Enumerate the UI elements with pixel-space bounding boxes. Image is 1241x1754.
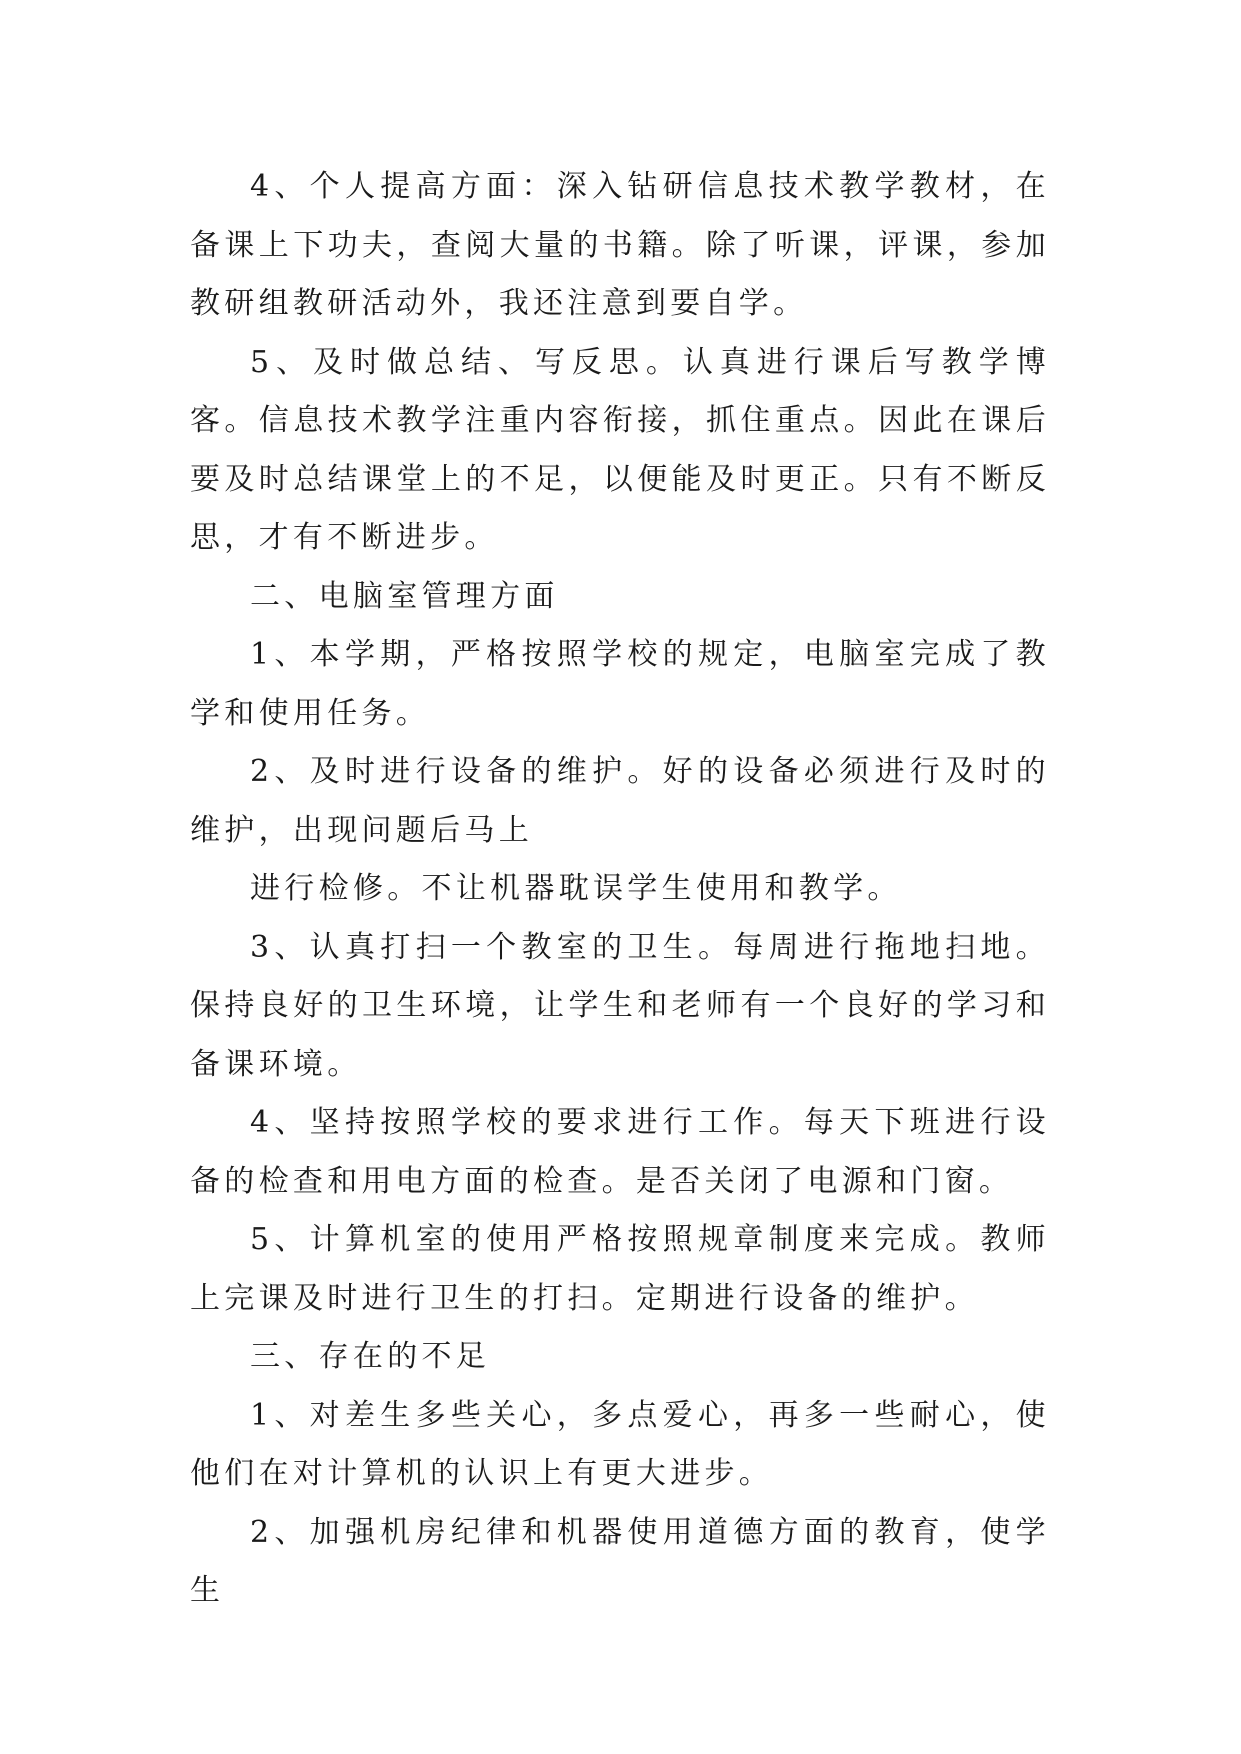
paragraph-care-for-students: 1、对差生多些关心，多点爱心，再多一些耐心，使他们在对计算机的认识上有更大进步。 — [190, 1397, 1050, 1491]
paragraph-semester-tasks: 1、本学期，严格按照学校的规定，电脑室完成了教学和使用任务。 — [190, 637, 1050, 731]
paragraph-daily-check: 4、坚持按照学校的要求进行工作。每天下班进行设备的检查和用电方面的检查。是否关闭了电源和门窗。 — [190, 1105, 1050, 1199]
paragraph-room-rules: 5、计算机室的使用严格按照规章制度来完成。教师上完课及时进行卫生的打扫。定期进行设备的维护。 — [190, 1222, 1050, 1316]
document-body — [190, 158, 1050, 1621]
paragraph-cleaning: 3、认真打扫一个教室的卫生。每周进行拖地扫地。保持良好的卫生环境，让学生和老师有一个良好的学习和备课环境。 — [190, 929, 1050, 1082]
paragraph-equipment-repair: 进行检修。不让机器耽误学生使用和教学。 — [250, 871, 902, 906]
paragraph-discipline-education: 2、加强机房纪律和机器使用道德方面的教育，使学生 — [190, 1514, 1050, 1608]
section-heading-shortcomings: 三、存在的不足 — [250, 1339, 491, 1374]
section-heading-computer-room: 二、电脑室管理方面 — [250, 578, 559, 614]
paragraph-equipment-maintenance: 2、及时进行设备的维护。好的设备必须进行及时的维护，出现问题后马上 — [190, 754, 1050, 848]
paragraph-personal-improvement: 4、个人提高方面：深入钻研信息技术教学教材，在备课上下功夫，查阅大量的书籍。除了听课，评课，参加教研组教研活动外，我还注意到要自学。 — [190, 169, 1050, 321]
paragraph-summary-reflection: 5、及时做总结、写反思。认真进行课后写教学博客。信息技术教学注重内容衔接，抓住重点。因此在课后要及时总结课堂上的不足，以便能及时更正。只有不断反思，才有不断进步。 — [190, 344, 1050, 555]
